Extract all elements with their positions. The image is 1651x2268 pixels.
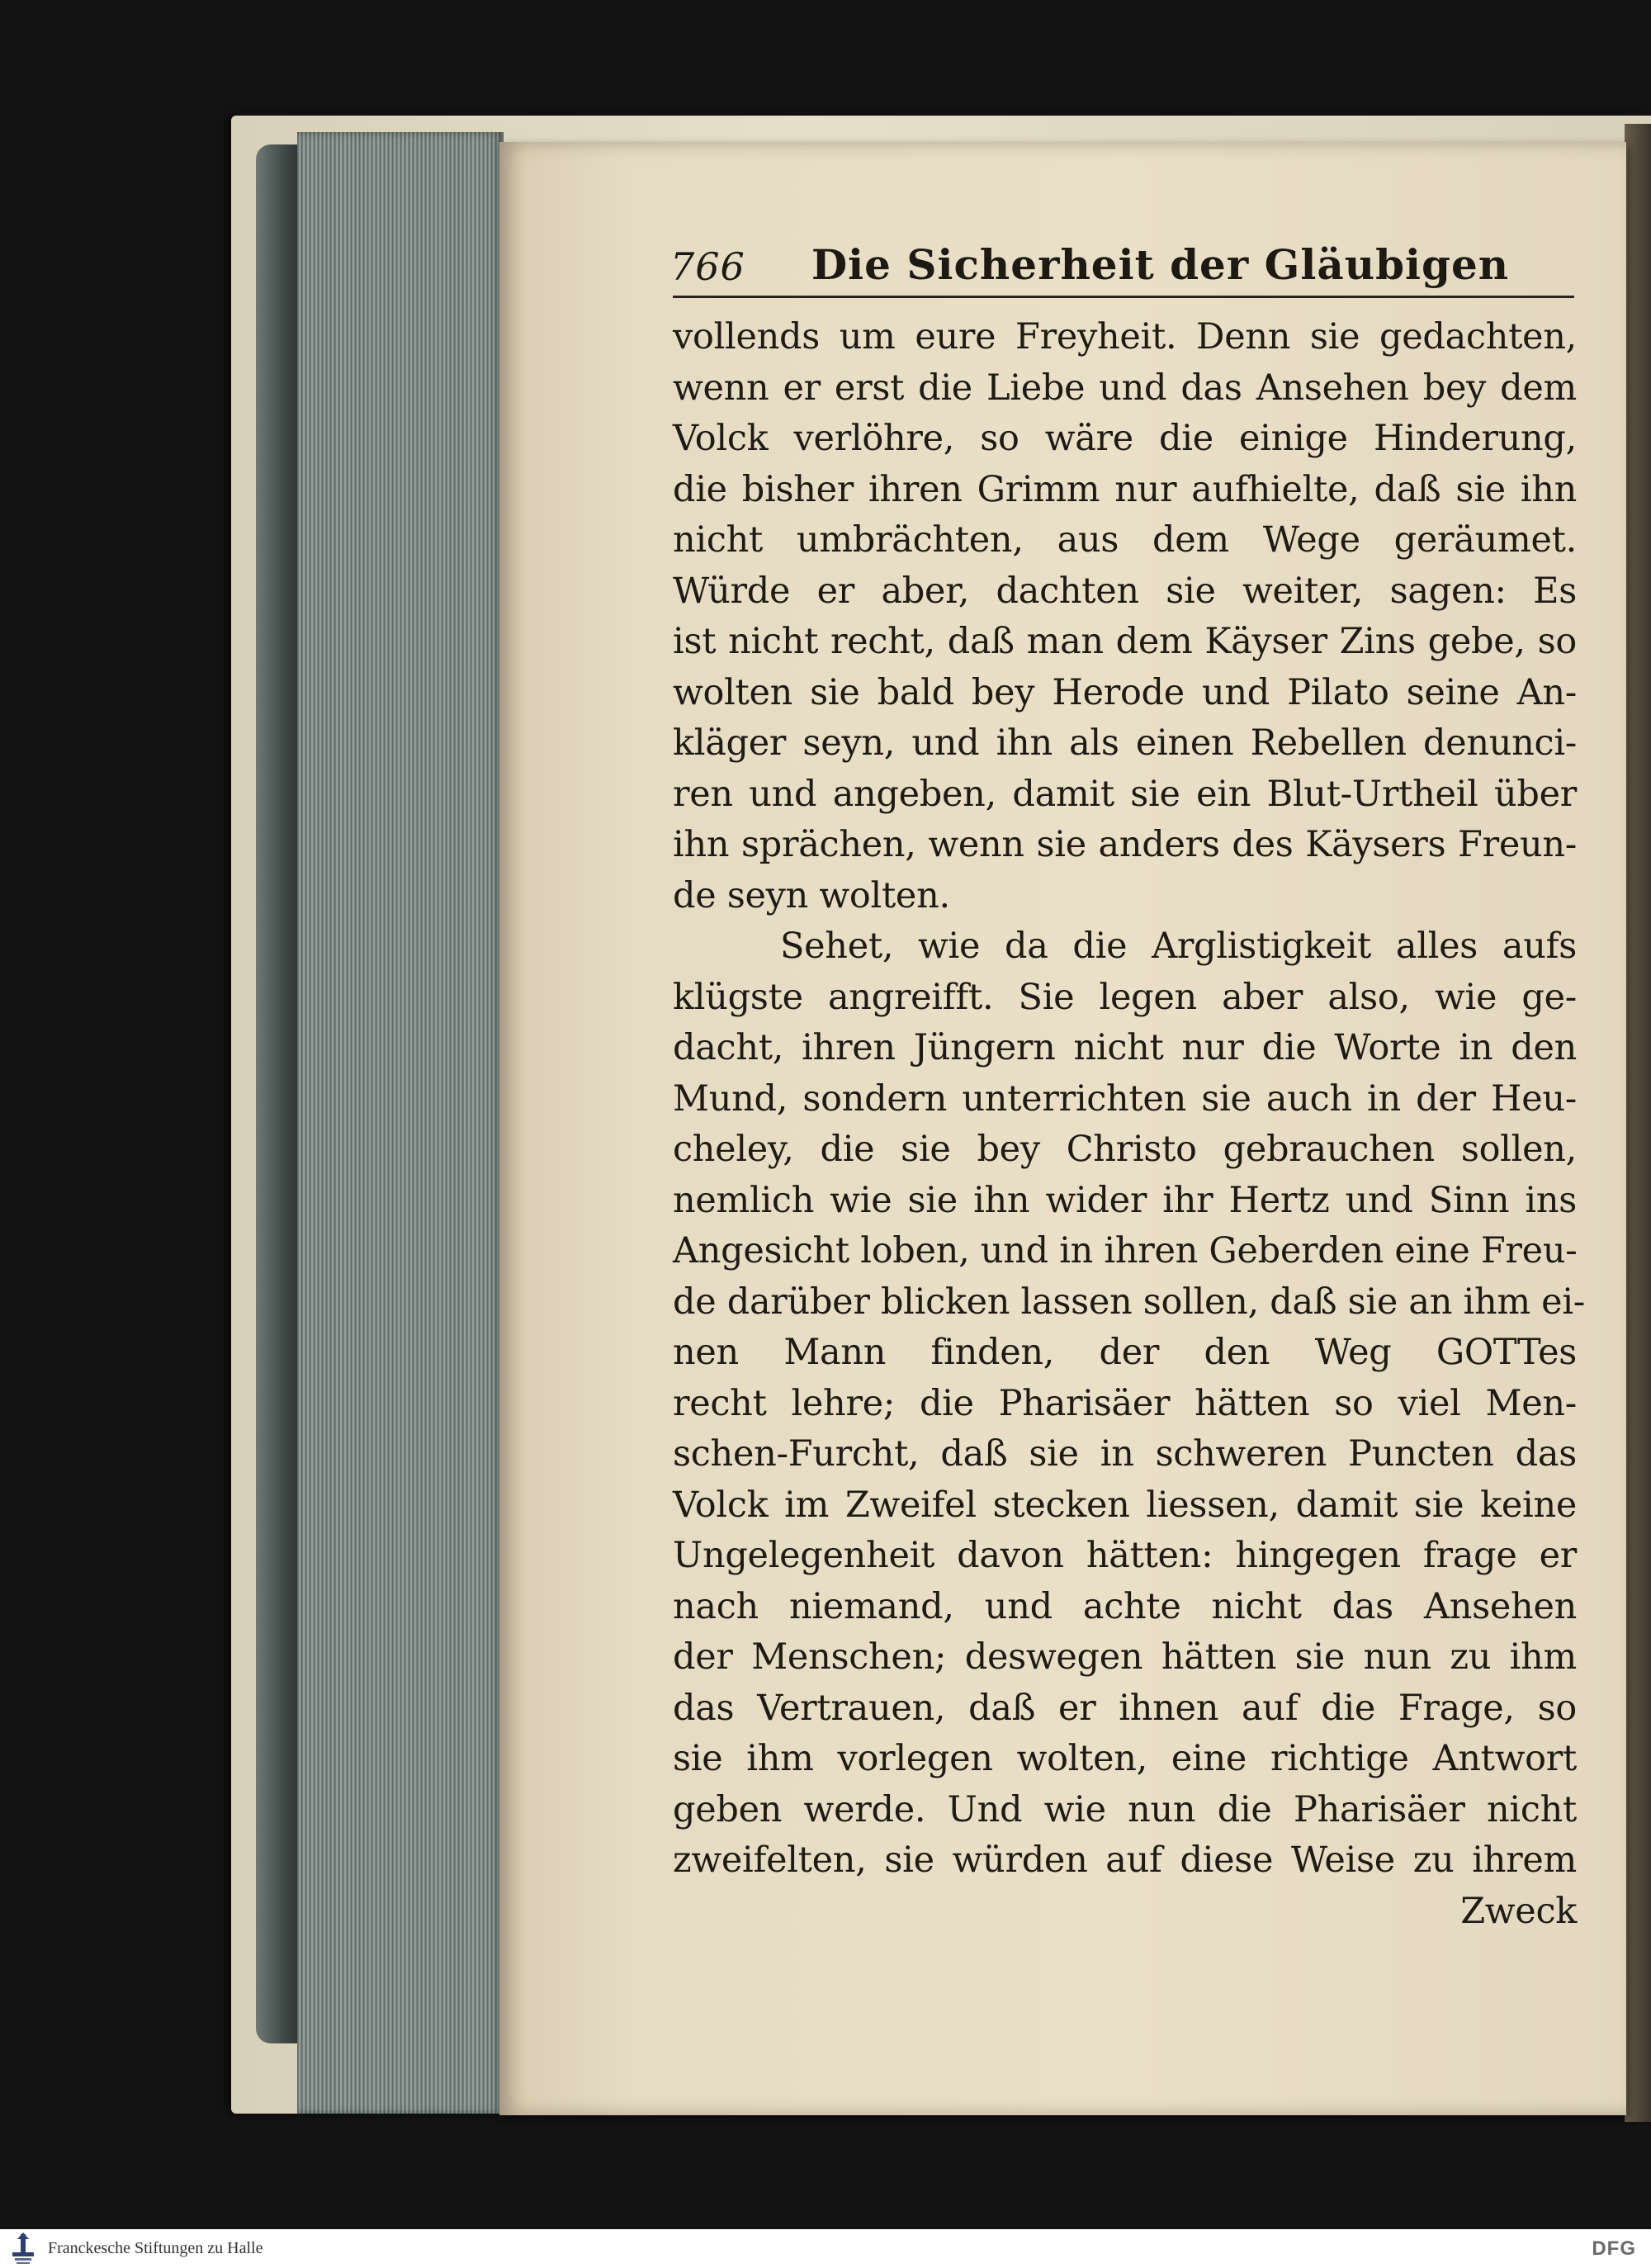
text-line: Angesicht loben, und in ihren Geberden eine Freu- — [673, 1230, 1578, 1271]
text-line: vollends um eure Freyheit. Denn sie gedachten, — [673, 316, 1577, 357]
text-line: Ungelegenheit davon hätten: hingegen frage er — [673, 1535, 1577, 1576]
library-crest-icon[interactable] — [5, 2231, 41, 2267]
text-line: schen-Furcht, daß sie in schweren Puncten das — [673, 1433, 1577, 1475]
text-line: Volck verlöhre, so wäre die einige Hinderung, — [673, 418, 1577, 459]
library-name[interactable]: Franckesche Stiftungen zu Halle — [48, 2239, 263, 2257]
text-line: nach niemand, und achte nicht das Ansehen — [673, 1585, 1577, 1627]
text-line: recht lehre; die Pharisäer hätten so viel Men- — [673, 1382, 1577, 1424]
text-line: geben werde. Und wie nun die Pharisäer nicht — [673, 1788, 1577, 1830]
running-head: Die Sicherheit der Gläubigen — [811, 240, 1510, 289]
page-edge-stack — [297, 132, 504, 2114]
paragraph-start-line: Sehet, wie da die Arglistigkeit alles aufs — [780, 926, 1577, 967]
text-line: klügste angreifft. Sie legen aber also, wie ge- — [673, 976, 1577, 1018]
text-line: kläger seyn, und ihn als einen Rebellen denunci- — [673, 722, 1577, 764]
text-line: de seyn wolten. — [673, 874, 950, 916]
text-line: Mund, sondern unterrichten sie auch in der Heu- — [673, 1077, 1577, 1120]
page-number: 766 — [670, 244, 745, 289]
body-text — [673, 312, 1586, 1963]
text-line: der Menschen; deswegen hätten sie nun zu ihm — [673, 1636, 1577, 1678]
page-header — [670, 223, 1578, 289]
text-line: das Vertrauen, daß er ihnen auf die Frage, so — [673, 1687, 1577, 1729]
text-line: ihn sprächen, wenn sie anders des Käysers Freun- — [673, 824, 1577, 865]
text-line: nemlich wie sie ihn wider ihr Hertz und Sinn ins — [673, 1179, 1577, 1221]
text-line: sie ihm vorlegen wolten, eine richtige Antwort — [673, 1738, 1577, 1779]
catchword: Zweck — [1460, 1890, 1577, 1932]
text-line: dacht, ihren Jüngern nicht nur die Worte in den — [673, 1027, 1577, 1068]
header-rule — [673, 296, 1574, 298]
text-line: nicht umbrächten, aus dem Wege geräumet. — [673, 519, 1577, 561]
facing-page-edge — [1625, 124, 1651, 2122]
text-line: wenn er erst die Liebe und das Ansehen bey dem — [673, 367, 1577, 409]
text-line: ist nicht recht, daß man dem Käyser Zins gebe, so — [673, 621, 1577, 662]
text-line: de darüber blicken lassen sollen, daß sie an ihm ei- — [673, 1281, 1586, 1323]
text-line: ren und angeben, damit sie ein Blut-Urtheil über — [673, 773, 1577, 815]
viewer-footer — [0, 2229, 1651, 2268]
text-line: cheley, die sie bey Christo gebrauchen sollen, — [673, 1129, 1577, 1170]
text-line: nen Mann finden, der den Weg GOTTes — [673, 1332, 1577, 1373]
text-line: Volck im Zweifel stecken liessen, damit sie keine — [673, 1484, 1577, 1526]
text-line: zweifelten, sie würden auf diese Weise zu ihrem — [673, 1839, 1577, 1881]
text-line: die bisher ihren Grimm nur aufhielte, daß sie ihn — [673, 468, 1577, 510]
text-line: Würde er aber, dachten sie weiter, sagen: Es — [673, 570, 1577, 612]
dfg-logo[interactable]: DFG — [1592, 2237, 1636, 2260]
text-line: wolten sie bald bey Herode und Pilato seine An- — [673, 671, 1577, 713]
